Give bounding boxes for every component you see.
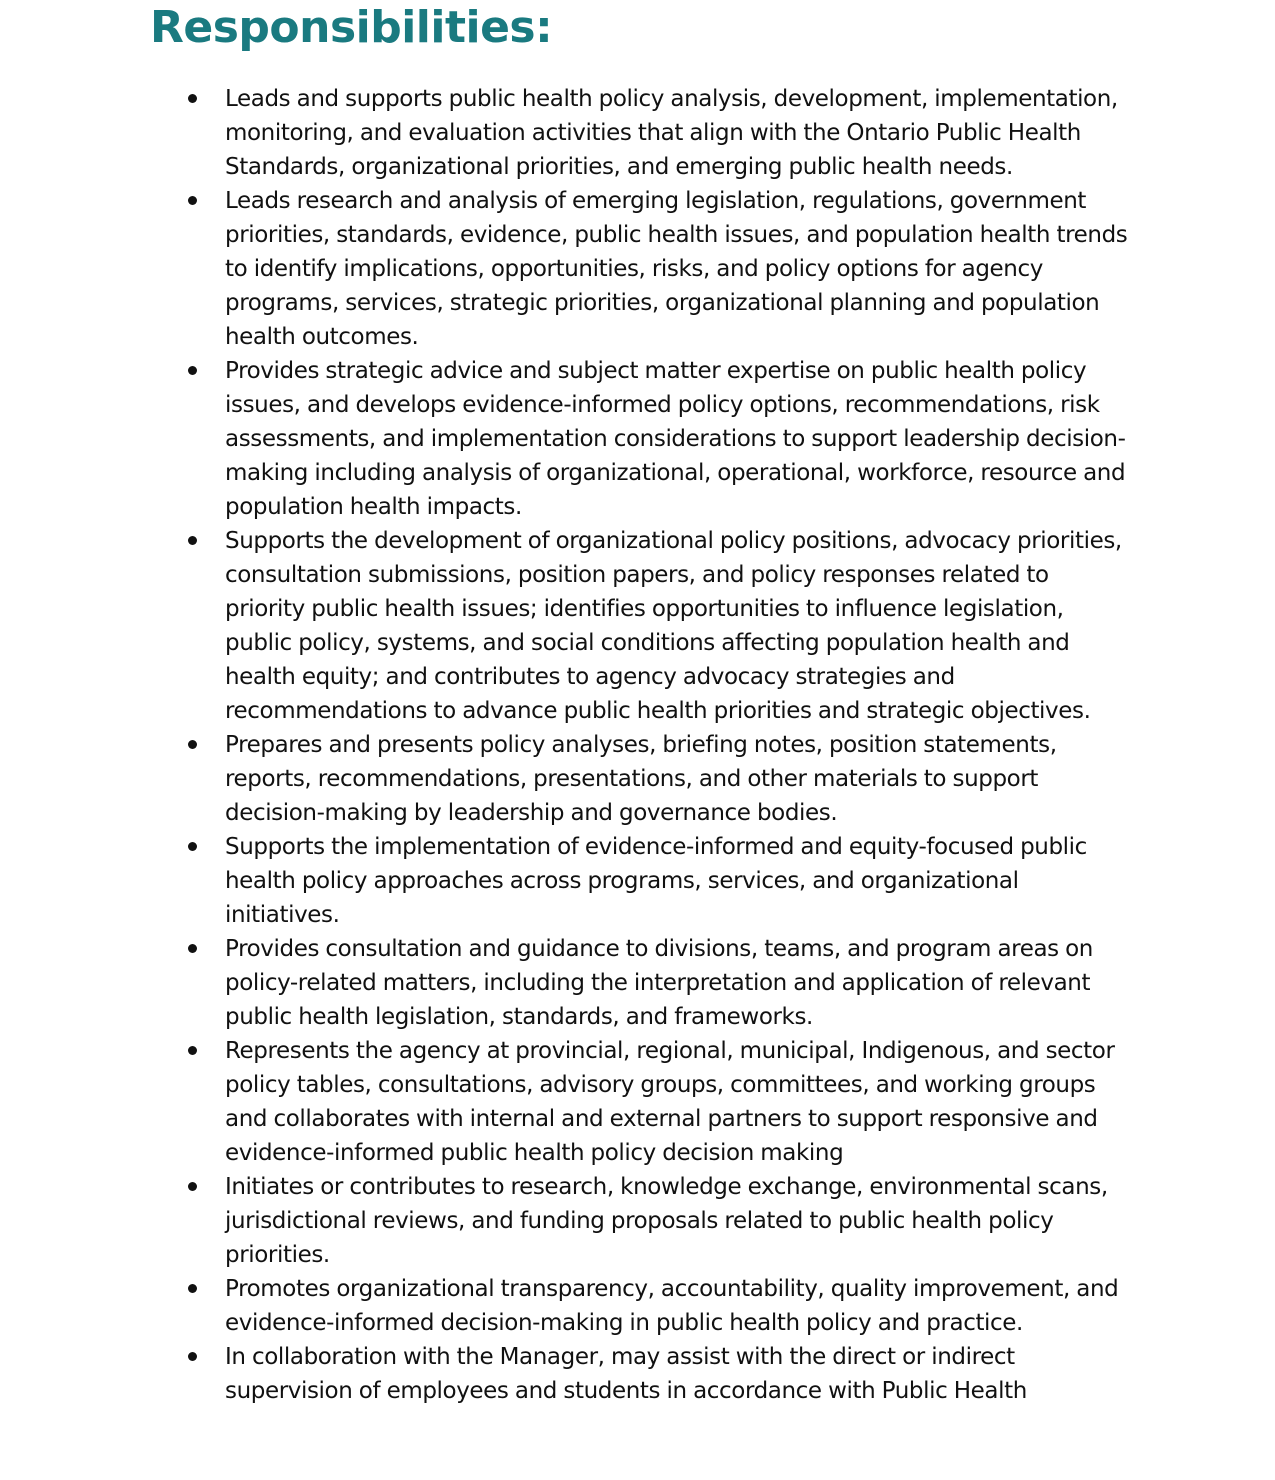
bullet-icon bbox=[188, 944, 197, 953]
list-item bbox=[0, 354, 1130, 524]
list-item-text: Provides strategic advice and subject matter expertise on public health policy issues, and develops evidence-informed policy options, recommendations, risk assessments, and implementation considerations to support leadership decision-making including analysis of organizational, operational, workforce, resource and population health impacts. bbox=[225, 358, 1126, 520]
list-item bbox=[0, 1272, 1130, 1340]
list-item-text: Leads and supports public health policy analysis, development, implementation, monitoring, and evaluation activities that align with the Ontario Public Health Standards, organizational priorities, and emerging public health needs. bbox=[225, 86, 1118, 180]
list-item-text: Supports the development of organizational policy positions, advocacy priorities, consultation submissions, position papers, and policy responses related to priority public health issues; identifies opportunities to influence legislation, public policy, systems, and social conditions affecting population health and health equity; and contributes to agency advocacy strategies and recommendations to advance public health priorities and strategic objectives. bbox=[225, 528, 1122, 724]
section-heading: Responsibilities: bbox=[150, 2, 553, 53]
list-item bbox=[0, 524, 1130, 728]
list-item bbox=[0, 184, 1130, 354]
bullet-icon bbox=[188, 366, 197, 375]
responsibilities-list bbox=[0, 82, 1275, 1408]
list-item-text: In collaboration with the Manager, may assist with the direct or indirect supervision of employees and students in accordance with Public Health bbox=[225, 1344, 1027, 1404]
list-item bbox=[0, 1034, 1130, 1170]
list-item bbox=[0, 728, 1130, 830]
bullet-icon bbox=[188, 842, 197, 851]
bullet-icon bbox=[188, 740, 197, 749]
list-item-text: Represents the agency at provincial, regional, municipal, Indigenous, and sector policy tables, consultations, advisory groups, committees, and working groups and collaborates with internal and external partners to support responsive and evidence-informed public health policy decision making bbox=[225, 1038, 1115, 1166]
list-item bbox=[0, 82, 1130, 184]
list-item-text: Leads research and analysis of emerging legislation, regulations, government priorities, standards, evidence, public health issues, and population health trends to identify implications, opportunities, risks, and policy options for agency programs, services, strategic priorities, organizational planning and population health outcomes. bbox=[225, 188, 1128, 350]
bullet-icon bbox=[188, 94, 197, 103]
list-item-text: Supports the implementation of evidence-informed and equity-focused public health policy approaches across programs, services, and organizational initiatives. bbox=[225, 834, 1087, 928]
bullet-icon bbox=[188, 1284, 197, 1293]
bullet-icon bbox=[188, 1046, 197, 1055]
bullet-icon bbox=[188, 196, 197, 205]
bullet-icon bbox=[188, 536, 197, 545]
list-item-text: Promotes organizational transparency, accountability, quality improvement, and evidence-informed decision-making in public health policy and practice. bbox=[225, 1276, 1119, 1336]
bullet-icon bbox=[188, 1352, 197, 1361]
list-item bbox=[0, 1170, 1130, 1272]
list-item bbox=[0, 1340, 1130, 1408]
list-item-text: Prepares and presents policy analyses, briefing notes, position statements, reports, recommendations, presentations, and other materials to support decision-making by leadership and governance bodies. bbox=[225, 732, 1057, 826]
list-item bbox=[0, 932, 1130, 1034]
list-item-text: Provides consultation and guidance to divisions, teams, and program areas on policy-related matters, including the interpretation and application of relevant public health legislation, standards, and frameworks. bbox=[225, 936, 1093, 1030]
bullet-icon bbox=[188, 1182, 197, 1191]
list-item bbox=[0, 830, 1130, 932]
list-item-text: Initiates or contributes to research, knowledge exchange, environmental scans, jurisdictional reviews, and funding proposals related to public health policy priorities. bbox=[225, 1174, 1108, 1268]
